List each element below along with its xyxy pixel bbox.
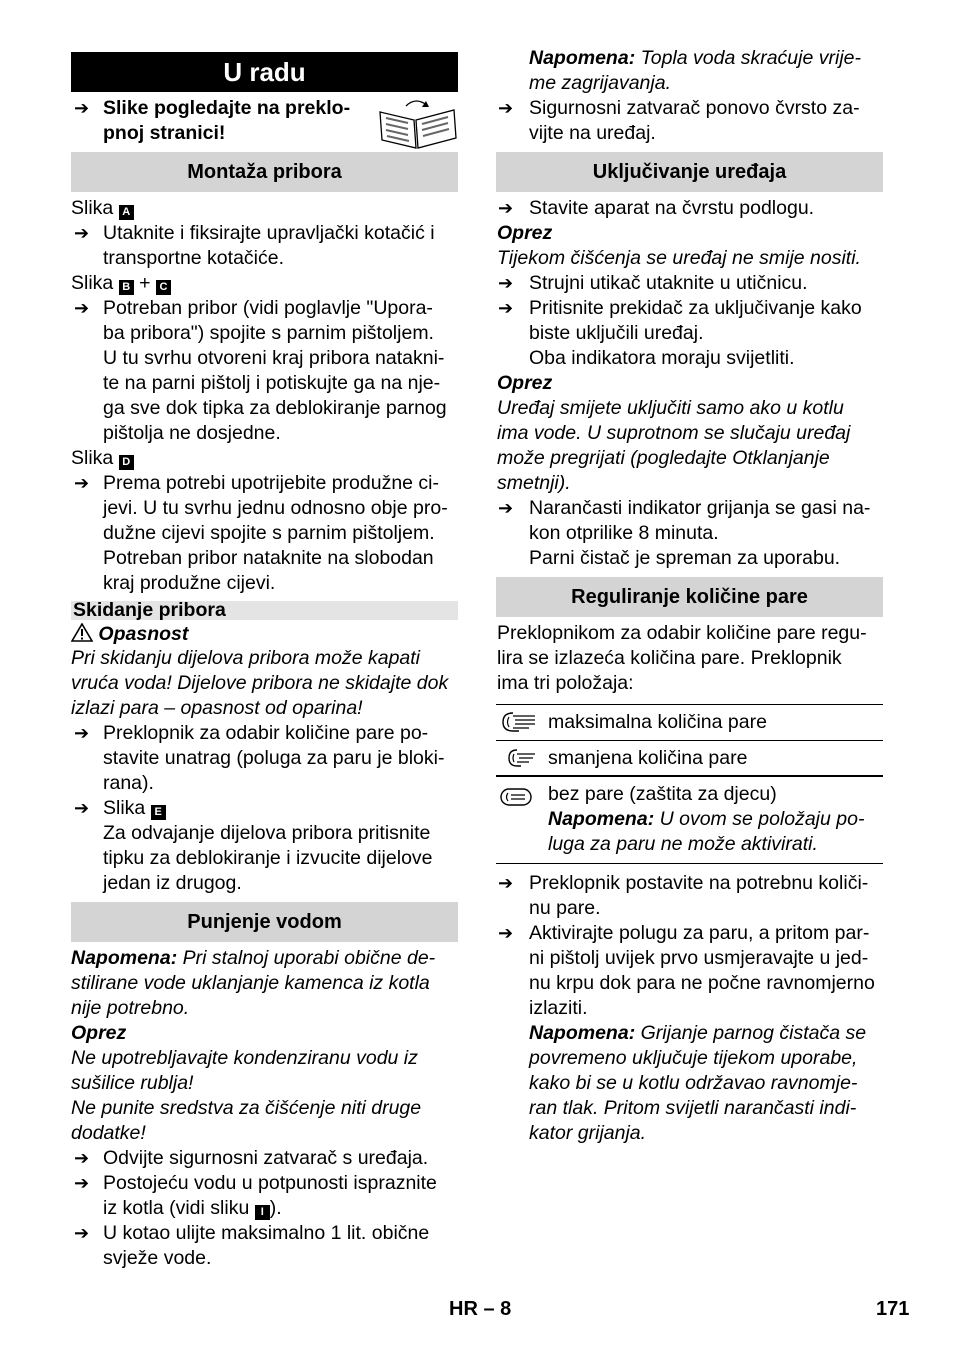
step-7: Postojeću vodu u potpunosti ispraznite iz kotla (vidi sliku I ). <box>103 1172 437 1219</box>
table-rule <box>496 704 883 705</box>
step-1: Utaknite i fiksirajte upravljački kotačić i transportne kotačiće. <box>103 222 435 269</box>
caution-1: Oprez Ne upotrebljavajte kondenziranu vodu iz sušilice rublja! Ne punite sredstva za čišćenje niti druge dodatke! <box>71 1022 422 1144</box>
footer-language-page: HR – 8 <box>449 1298 512 1320</box>
note-1: Napomena: Pri stalnoj uporabi obične de- stilirane vode uklanjanje kamenca iz kotla nije potrebno. <box>71 947 436 1019</box>
danger-text: Pri skidanju dijelova pribora može kapati vruća voda! Dijelove pribora ne skidajte dok izlazi para – opasnost od oparina! <box>71 647 449 719</box>
step-10: Stavite aparat na čvrstu podlogu. <box>529 197 815 219</box>
section-title-reguliranje: Reguliranje količine pare <box>496 577 883 617</box>
figure-label-d: D <box>119 455 134 470</box>
step-6: Odvijte sigurnosni zatvarač s uređaja. <box>103 1147 429 1169</box>
arrow-icon: ➔ <box>74 98 90 118</box>
arrow-icon: ➔ <box>498 498 514 518</box>
figure-label-i: I <box>255 1205 270 1220</box>
steam-reduced-icon <box>507 747 537 769</box>
note-2: Napomena: Topla voda skraćuje vrije- me zagrijavanja. <box>529 47 861 94</box>
section-title-ukljucivanje: Uključivanje uređaja <box>496 152 883 192</box>
arrow-icon: ➔ <box>74 223 90 243</box>
arrow-icon: ➔ <box>74 298 90 318</box>
footer-page-number: 171 <box>876 1298 910 1320</box>
step-13: Narančasti indikator grijanja se gasi na- kon otprilike 8 minuta. Parni čistač je spreman za uporabu. <box>529 497 871 569</box>
caution-2-text: Tijekom čišćenja se uređaj ne smije nositi. <box>497 247 861 269</box>
figure-label-c: C <box>156 280 171 295</box>
step-15: Aktivirajte polugu za paru, a pritom par- ni pištolj uvijek prvo usmjeravajte u jed- nu krpu dok para ne počne ravnomjerno izlaziti. <box>529 922 875 1019</box>
step-14: Preklopnik postavite na potrebnu količi- nu pare. <box>529 872 869 919</box>
arrow-icon: ➔ <box>74 798 90 818</box>
figure-ref-bc: Slika B + C <box>71 271 171 296</box>
danger-heading: Opasnost <box>71 622 188 647</box>
arrow-icon: ➔ <box>498 198 514 218</box>
step-9: Sigurnosni zatvarač ponovo čvrsto za- vijte na uređaj. <box>529 97 860 144</box>
arrow-icon: ➔ <box>74 723 90 743</box>
figure-label-b: B <box>119 280 134 295</box>
arrow-icon: ➔ <box>498 873 514 893</box>
table-row-reduced: smanjena količina pare <box>548 747 748 769</box>
step-3: Prema potrebi upotrijebite produžne ci- jevi. U tu svrhu jednu odnosno obje pro- dužne cijevi spojite s parnim pištoljem. Potreban pribor nataknite na slobodan kraj produžne cijevi. <box>103 472 448 594</box>
steam-intro-paragraph: Preklopnikom za odabir količine pare regu- lira se izlazeća količina pare. Preklopnik ima tri položaja: <box>497 622 867 694</box>
step-11: Strujni utikač utaknite u utičnicu. <box>529 272 808 294</box>
steam-max-icon <box>499 709 537 735</box>
table-row-max: maksimalna količina pare <box>548 711 767 733</box>
figure-label-a: A <box>119 205 134 220</box>
arrow-icon: ➔ <box>498 923 514 943</box>
step-4: Preklopnik za odabir količine pare po- stavite unatrag (poluga za paru je bloki- rana). <box>103 722 445 794</box>
intro-note: Slike pogledajte na preklo- pnoj stranici! <box>103 97 351 144</box>
subsection-title-skidanje: Skidanje pribora <box>71 601 458 620</box>
figure-label-e: E <box>151 805 166 820</box>
steam-off-icon <box>499 786 533 808</box>
arrow-icon: ➔ <box>498 98 514 118</box>
arrow-icon: ➔ <box>498 273 514 293</box>
warning-triangle-icon <box>71 623 93 642</box>
step-2: Potreban pribor (vidi poglavlje "Upora- ba pribora") spojite s parnim pištoljem. U tu svrhu otvoreni kraj pribora natakni- te na parni pištolj i potiskujte ga na nje- ga sve dok tipka za deblokiranje parnog pištolja ne dosjedne. <box>103 297 447 444</box>
step-5: Slika E Za odvajanje dijelova pribora pritisnite tipku za deblokiranje i izvucite dijelove jedan iz drugog. <box>103 797 433 894</box>
arrow-icon: ➔ <box>74 1173 90 1193</box>
page-title: U radu <box>71 52 458 92</box>
table-row-off: bez pare (zaštita za djecu) Napomena: U ovom se položaju po- luga za paru ne može aktivirati. <box>548 783 865 855</box>
step-12: Pritisnite prekidač za uključivanje kako biste uključili uređaj. Oba indikatora moraju svijetliti. <box>529 297 862 369</box>
arrow-icon: ➔ <box>74 473 90 493</box>
figure-ref-a: Slika A <box>71 196 134 221</box>
section-title-montaza: Montaža pribora <box>71 152 458 192</box>
step-8: U kotao ulijte maksimalno 1 lit. obične svježe vode. <box>103 1222 430 1269</box>
arrow-icon: ➔ <box>74 1148 90 1168</box>
table-rule <box>496 775 883 777</box>
caution-3: Oprez Uređaj smijete uključiti samo ako u kotlu ima vode. U suprotnom se slučaju uređaj može pregrijati (pogledajte Otklanjanje smetnji). <box>497 372 851 494</box>
section-title-punjenje: Punjenje vodom <box>71 902 458 942</box>
arrow-icon: ➔ <box>498 298 514 318</box>
open-book-icon <box>376 98 460 150</box>
table-rule <box>496 863 883 864</box>
figure-ref-d: Slika D <box>71 446 134 471</box>
table-rule <box>496 740 883 741</box>
arrow-icon: ➔ <box>74 1223 90 1243</box>
note-3: Napomena: Grijanje parnog čistača se povremeno uključuje tijekom uporabe, kako bi se u kotlu održavao ravnomje- ran tlak. Pritom svijetli narančasti indi- kator grijanja. <box>529 1022 867 1144</box>
caution-2-label: Oprez <box>497 222 553 244</box>
